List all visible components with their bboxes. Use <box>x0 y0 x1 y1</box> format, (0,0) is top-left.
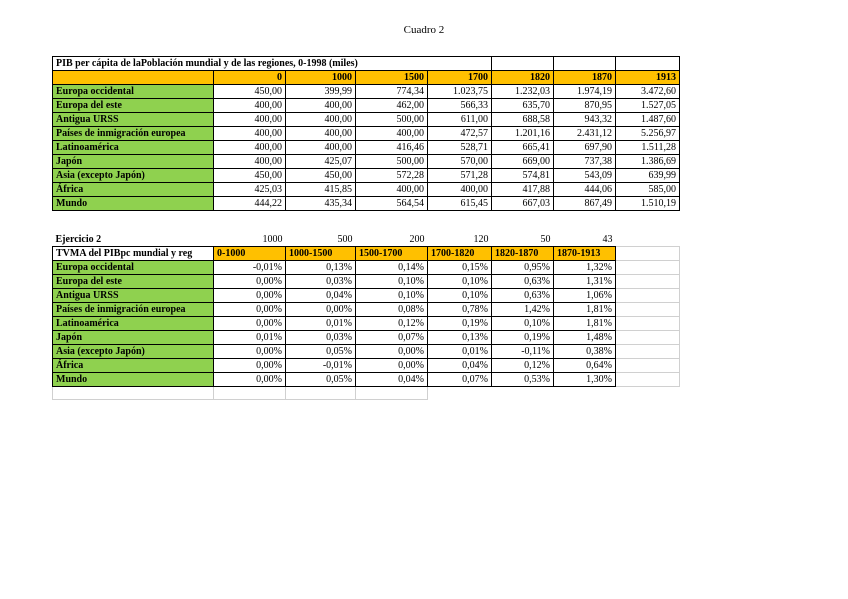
value-cell: 0,05% <box>286 373 356 387</box>
value-cell: 635,70 <box>492 99 554 113</box>
table-row <box>53 317 680 331</box>
value-cell: 0,13% <box>286 261 356 275</box>
value-cell: 0,03% <box>286 275 356 289</box>
value-cell: 0,01% <box>428 345 492 359</box>
region-label: Europa occidental <box>53 85 214 99</box>
period-header-cell: 1500-1700 <box>356 247 428 261</box>
table-row <box>53 275 680 289</box>
year-header-cell: 1700 <box>428 71 492 85</box>
value-cell: 0,01% <box>214 331 286 345</box>
year-header-cell: 1820 <box>492 71 554 85</box>
region-label: África <box>53 359 214 373</box>
period-header-cell: 1820-1870 <box>492 247 554 261</box>
period-header-cell: 1700-1820 <box>428 247 492 261</box>
table-row <box>53 359 680 373</box>
empty-cell <box>616 57 680 71</box>
value-cell: 400,00 <box>214 99 286 113</box>
value-cell: 1,42% <box>492 303 554 317</box>
empty-cell <box>616 289 680 303</box>
value-cell: 5.256,97 <box>616 127 680 141</box>
value-cell: 1,32% <box>554 261 616 275</box>
value-cell: 1,81% <box>554 317 616 331</box>
span-years-cell: 1000 <box>262 234 283 245</box>
year-header-cell: 1000 <box>286 71 356 85</box>
value-cell: 0,07% <box>428 373 492 387</box>
empty-cell <box>616 247 680 261</box>
value-cell: 450,00 <box>286 169 356 183</box>
value-cell: 0,14% <box>356 261 428 275</box>
empty-cell <box>616 387 680 400</box>
empty-cell <box>53 387 214 400</box>
value-cell: 943,32 <box>554 113 616 127</box>
value-cell: 572,28 <box>356 169 428 183</box>
table-row <box>53 303 680 317</box>
value-cell: 0,78% <box>428 303 492 317</box>
header-row <box>53 247 680 261</box>
value-cell: 400,00 <box>214 155 286 169</box>
value-cell: 400,00 <box>286 127 356 141</box>
empty-cell <box>616 233 680 247</box>
period-header-cell: 0-1000 <box>214 247 286 261</box>
value-cell: 611,00 <box>428 113 492 127</box>
value-cell: 3.472,60 <box>616 85 680 99</box>
value-cell: 615,45 <box>428 197 492 211</box>
table-row <box>53 373 680 387</box>
value-cell: 1.386,69 <box>616 155 680 169</box>
empty-cell <box>492 57 554 71</box>
value-cell: 0,00% <box>286 303 356 317</box>
value-cell: 0,95% <box>492 261 554 275</box>
value-cell: -0,11% <box>492 345 554 359</box>
value-cell: 688,58 <box>492 113 554 127</box>
region-label: Mundo <box>53 373 214 387</box>
value-cell: 0,00% <box>356 345 428 359</box>
value-cell: 665,41 <box>492 141 554 155</box>
value-cell: 0,12% <box>492 359 554 373</box>
value-cell: 1,81% <box>554 303 616 317</box>
period-header-cell: 1000-1500 <box>286 247 356 261</box>
table-row <box>53 183 680 197</box>
value-cell: 1.527,05 <box>616 99 680 113</box>
value-cell: 774,34 <box>356 85 428 99</box>
year-header-cell: 0 <box>214 71 286 85</box>
value-cell: 416,46 <box>356 141 428 155</box>
value-cell: 462,00 <box>356 99 428 113</box>
region-label: Países de inmigración europea <box>53 303 214 317</box>
value-cell: 0,63% <box>492 275 554 289</box>
value-cell: 0,63% <box>492 289 554 303</box>
value-cell: 737,38 <box>554 155 616 169</box>
span-years-cell: 200 <box>409 234 425 245</box>
year-header-cell: 1500 <box>356 71 428 85</box>
caption-row <box>53 57 680 71</box>
value-cell: 528,71 <box>428 141 492 155</box>
value-cell: 400,00 <box>214 127 286 141</box>
empty-cell <box>356 387 428 400</box>
year-header-cell: 1913 <box>616 71 680 85</box>
value-cell: 400,00 <box>286 99 356 113</box>
table-row <box>53 113 680 127</box>
empty-cell <box>214 387 286 400</box>
table-row <box>53 85 680 99</box>
value-cell: 2.431,12 <box>554 127 616 141</box>
value-cell: 444,22 <box>214 197 286 211</box>
empty-cell <box>616 261 680 275</box>
value-cell: 669,00 <box>492 155 554 169</box>
table-row <box>53 99 680 113</box>
value-cell: 1.974,19 <box>554 85 616 99</box>
value-cell: 0,00% <box>356 359 428 373</box>
value-cell: 0,53% <box>492 373 554 387</box>
region-label: Antigua URSS <box>53 289 214 303</box>
empty-cell <box>428 387 492 400</box>
empty-cell <box>616 373 680 387</box>
region-label: Asia (excepto Japón) <box>53 345 214 359</box>
value-cell: 450,00 <box>214 169 286 183</box>
value-cell: 500,00 <box>356 155 428 169</box>
value-cell: 697,90 <box>554 141 616 155</box>
value-cell: 400,00 <box>286 141 356 155</box>
table-row <box>53 331 680 345</box>
value-cell: 399,99 <box>286 85 356 99</box>
table-row <box>53 141 680 155</box>
value-cell: 1,31% <box>554 275 616 289</box>
value-cell: 1.232,03 <box>492 85 554 99</box>
table-row <box>53 127 680 141</box>
value-cell: 870,95 <box>554 99 616 113</box>
value-cell: 450,00 <box>214 85 286 99</box>
region-label: Europa del este <box>53 99 214 113</box>
value-cell: 543,09 <box>554 169 616 183</box>
value-cell: 0,05% <box>286 345 356 359</box>
region-label: Japón <box>53 331 214 345</box>
table-row <box>53 261 680 275</box>
header-row <box>53 71 680 85</box>
empty-cell <box>616 275 680 289</box>
value-cell: 585,00 <box>616 183 680 197</box>
value-cell: 417,88 <box>492 183 554 197</box>
value-cell: 0,04% <box>428 359 492 373</box>
value-cell: 0,00% <box>214 373 286 387</box>
value-cell: 0,10% <box>492 317 554 331</box>
value-cell: 0,10% <box>428 275 492 289</box>
value-cell: 1.487,60 <box>616 113 680 127</box>
value-cell: 0,07% <box>356 331 428 345</box>
exercise-label: Ejercicio 2 <box>55 234 102 245</box>
empty-cell <box>286 387 356 400</box>
value-cell: 0,00% <box>214 345 286 359</box>
value-cell: 0,00% <box>214 303 286 317</box>
value-cell: 0,19% <box>428 317 492 331</box>
value-cell: 667,03 <box>492 197 554 211</box>
span-years-cell: 43 <box>602 234 613 245</box>
value-cell: 566,33 <box>428 99 492 113</box>
value-cell: 0,00% <box>214 317 286 331</box>
value-cell: 0,19% <box>492 331 554 345</box>
value-cell: -0,01% <box>214 261 286 275</box>
value-cell: 867,49 <box>554 197 616 211</box>
empty-cell <box>554 387 616 400</box>
value-cell: 1.511,28 <box>616 141 680 155</box>
growth-rate-table <box>52 233 680 400</box>
value-cell: 571,28 <box>428 169 492 183</box>
value-cell: 0,15% <box>428 261 492 275</box>
empty-cell <box>616 303 680 317</box>
region-label: Latinoamérica <box>53 141 214 155</box>
region-label: Japón <box>53 155 214 169</box>
value-cell: 425,03 <box>214 183 286 197</box>
span-years-cell: 120 <box>473 234 489 245</box>
span-years-cell: 500 <box>337 234 353 245</box>
empty-cell <box>616 359 680 373</box>
table-caption: TVMA del PIBpc mundial y reg <box>53 247 214 261</box>
value-cell: 570,00 <box>428 155 492 169</box>
value-cell: 0,00% <box>214 289 286 303</box>
value-cell: 0,64% <box>554 359 616 373</box>
region-label: Países de inmigración europea <box>53 127 214 141</box>
value-cell: 0,12% <box>356 317 428 331</box>
span-years-cell: 50 <box>540 234 551 245</box>
empty-cell <box>554 57 616 71</box>
value-cell: 1.510,19 <box>616 197 680 211</box>
value-cell: 0,00% <box>214 359 286 373</box>
value-cell: 415,85 <box>286 183 356 197</box>
value-cell: 0,10% <box>356 275 428 289</box>
value-cell: 0,13% <box>428 331 492 345</box>
region-label: Mundo <box>53 197 214 211</box>
value-cell: 400,00 <box>214 113 286 127</box>
region-label: Latinoamérica <box>53 317 214 331</box>
table-caption: PIB per cápita de laPoblación mundial y de las regiones, 0-1998 (miles) <box>53 57 492 71</box>
value-cell: 0,38% <box>554 345 616 359</box>
value-cell: 639,99 <box>616 169 680 183</box>
year-header-cell: 1870 <box>554 71 616 85</box>
value-cell: 444,06 <box>554 183 616 197</box>
table-row <box>53 169 680 183</box>
region-label: Antigua URSS <box>53 113 214 127</box>
value-cell: 1,30% <box>554 373 616 387</box>
value-cell: 0,01% <box>286 317 356 331</box>
value-cell: 0,04% <box>356 373 428 387</box>
value-cell: 425,07 <box>286 155 356 169</box>
value-cell: 0,03% <box>286 331 356 345</box>
period-header-cell: 1870-1913 <box>554 247 616 261</box>
value-cell: 400,00 <box>356 127 428 141</box>
value-cell: 400,00 <box>428 183 492 197</box>
value-cell: 1,06% <box>554 289 616 303</box>
empty-cell <box>616 345 680 359</box>
table-row <box>53 289 680 303</box>
table-row <box>53 345 680 359</box>
value-cell: 1.201,16 <box>492 127 554 141</box>
region-label: Asia (excepto Japón) <box>53 169 214 183</box>
value-cell: -0,01% <box>286 359 356 373</box>
corner-header-cell <box>53 71 214 85</box>
empty-cell <box>616 317 680 331</box>
value-cell: 400,00 <box>286 113 356 127</box>
region-label: Europa del este <box>53 275 214 289</box>
value-cell: 435,34 <box>286 197 356 211</box>
value-cell: 564,54 <box>356 197 428 211</box>
empty-row <box>53 387 680 400</box>
value-cell: 0,08% <box>356 303 428 317</box>
value-cell: 0,00% <box>214 275 286 289</box>
gdp-per-capita-table <box>52 56 680 211</box>
empty-cell <box>492 387 554 400</box>
value-cell: 574,81 <box>492 169 554 183</box>
value-cell: 400,00 <box>356 183 428 197</box>
region-label: África <box>53 183 214 197</box>
value-cell: 0,10% <box>428 289 492 303</box>
value-cell: 500,00 <box>356 113 428 127</box>
value-cell: 0,04% <box>286 289 356 303</box>
value-cell: 1.023,75 <box>428 85 492 99</box>
region-label: Europa occidental <box>53 261 214 275</box>
empty-cell <box>616 331 680 345</box>
value-cell: 0,10% <box>356 289 428 303</box>
spans-row <box>53 233 680 247</box>
value-cell: 1,48% <box>554 331 616 345</box>
page-title: Cuadro 2 <box>403 24 445 36</box>
value-cell: 400,00 <box>214 141 286 155</box>
table-row <box>53 155 680 169</box>
value-cell: 472,57 <box>428 127 492 141</box>
table-row <box>53 197 680 211</box>
